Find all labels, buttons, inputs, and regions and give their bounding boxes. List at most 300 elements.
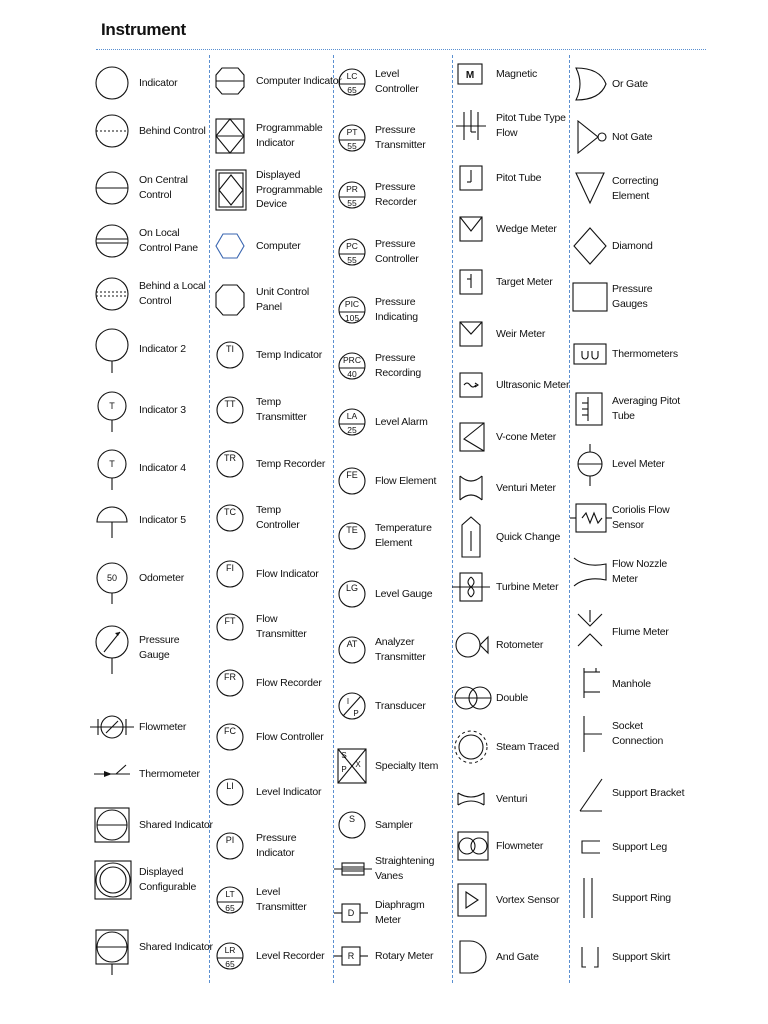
symbol-label: Manhole [612,677,651,690]
symbol-temp-recorder [216,440,325,488]
symbol-label: Straightening Vanes [375,855,435,882]
displayed-programmable-device-icon [216,166,246,214]
symbol-and-gate [456,933,539,981]
symbol-label: V-cone Meter [496,430,557,443]
symbol-label: Computer [256,239,301,252]
weir-meter-icon [456,310,486,358]
symbol-label: Transducer [375,699,426,712]
svg-text:M: M [465,70,475,81]
symbol-flume-meter [572,608,669,656]
symbol-level-meter [572,440,665,488]
symbol-flow-recorder [216,659,322,707]
symbol-level-recorder [216,932,324,980]
symbol-support-ring [572,874,671,922]
symbol-label: Programmable Indicator [256,122,323,149]
symbol-label: Pressure Transmitter [375,124,426,151]
symbol-correcting-element [572,165,658,213]
on-central-control-icon [94,164,136,212]
symbol-unit-control-panel [216,276,309,324]
flow-controller-icon [216,713,246,761]
programmable-indicator-icon [216,112,246,160]
svg-text:50: 50 [106,573,118,583]
symbol-thermometer [94,750,200,798]
computer-icon [216,222,246,270]
not-gate-icon [572,113,606,161]
symbol-wedge-meter [456,205,557,253]
symbol-label: Analyzer Transmitter [375,636,426,663]
rotometer-icon [456,621,486,669]
symbol-label: Magnetic [496,67,538,80]
symbol-temp-indicator [216,331,322,379]
symbol-label: And Gate [496,950,539,963]
symbol-label: Target Meter [496,275,553,288]
temp-recorder-icon [216,440,246,488]
symbol-label: Averaging Pitot Tube [612,395,681,422]
on-local-control-pane-icon [94,217,136,265]
displayed-configurable-icon [94,856,136,904]
symbol-label: Temp Indicator [256,348,323,361]
symbol-label: Temp Transmitter [256,396,307,423]
title-divider [96,49,706,50]
symbol-thermometers [572,330,678,378]
symbol-on-local-control-pane [94,217,198,265]
temp-transmitter-icon [216,386,246,434]
symbol-shared-indicator [94,801,213,849]
symbol-behind-control [94,107,206,155]
symbol-label: Displayed Configurable [139,866,197,893]
symbol-label: Pitot Tube [496,171,542,184]
svg-text:PR: PR [346,184,358,194]
symbol-indicator [94,59,177,107]
indicator-2-icon [94,325,136,373]
svg-text:FI: FI [226,563,234,573]
symbol-indicator-2 [94,325,186,373]
svg-text:65: 65 [347,85,357,95]
sampler-icon [338,801,366,849]
symbol-label: Behind Control [139,124,206,137]
symbol-label: Specialty Item [375,759,439,772]
averaging-pitot-tube-icon [572,385,606,433]
level-gauge-icon [338,570,366,618]
computer-indicator-icon [216,57,246,105]
symbol-level-indicator [216,768,321,816]
or-gate-icon [572,60,606,108]
pressure-indicating-icon [338,286,366,334]
diamond-icon [572,222,606,270]
svg-text:D: D [347,908,355,918]
coriolis-flow-sensor-icon [572,494,606,542]
svg-text:55: 55 [347,198,357,208]
svg-text:FR: FR [224,672,236,682]
symbol-support-skirt [572,933,670,981]
symbol-flow-nozzle-meter [572,548,667,596]
support-ring-icon [572,874,606,922]
symbol-straightening-vanes [338,845,434,893]
symbol-manhole [572,660,651,708]
svg-text:LT: LT [225,889,235,899]
symbol-label: Level Transmitter [256,886,307,913]
indicator-icon [94,59,136,107]
svg-text:S: S [341,751,347,760]
symbol-target-meter [456,258,553,306]
symbol-on-central-control [94,164,188,212]
support-skirt-icon [572,933,606,981]
symbol-indicator-5 [94,496,186,544]
svg-text:FT: FT [224,616,236,626]
symbol-ultrasonic-meter [456,361,569,409]
symbol-label: Indicator [139,76,178,89]
svg-text:LA: LA [346,411,358,421]
turbine-meter-icon [456,563,486,611]
symbol-label: Steam Traced [496,740,559,753]
symbol-flow-transmitter [216,603,307,651]
svg-text:PC: PC [346,241,358,251]
symbol-label: Flowmeter [496,839,544,852]
symbol-label: Flow Indicator [256,567,319,580]
svg-text:LI: LI [226,781,234,791]
svg-text:65: 65 [225,959,235,969]
symbol-level-controller [338,58,419,106]
symbol-venturi [456,775,527,823]
symbol-label: Correcting Element [612,175,659,202]
symbol-label: Flow Controller [256,730,324,743]
symbol-not-gate [572,113,652,161]
symbol-label: Pressure Recording [375,352,422,379]
symbol-label: Unit Control Panel [256,286,310,313]
svg-text:40: 40 [347,369,357,379]
support-leg-icon [572,823,606,871]
symbol-label: Computer Indicator [256,74,342,87]
symbol-temp-transmitter [216,386,307,434]
symbol-label: Not Gate [612,130,653,143]
symbol-label: Flow Recorder [256,676,322,689]
symbol-label: Flow Nozzle Meter [612,558,667,585]
socket-connection-icon [572,710,606,758]
symbol-indicator-4 [94,444,186,492]
symbol-label: Support Leg [612,840,668,853]
svg-text:PI: PI [225,835,235,845]
pressure-indicator-icon [216,822,246,870]
symbol-label: Indicator 5 [139,513,186,526]
level-controller-icon [338,58,366,106]
symbol-pitot-tube-type-flow [456,102,566,150]
quick-change-icon [456,513,486,561]
svg-text:PRC: PRC [343,355,361,365]
svg-text:P: P [341,765,347,774]
svg-text:65: 65 [225,903,235,913]
symbol-temperature-element [338,512,432,560]
svg-text:FC: FC [224,726,236,736]
flow-recorder-icon [216,659,246,707]
symbol-label: Level Alarm [375,415,428,428]
symbol-label: Venturi [496,792,528,805]
vortex-sensor-icon [456,876,486,924]
svg-text:AT: AT [346,639,358,649]
pressure-transmitter-icon [338,114,366,162]
symbol-label: Flume Meter [612,625,669,638]
svg-text:TE: TE [346,525,358,535]
symbol-transducer [338,682,426,730]
svg-text:S: S [348,814,356,824]
svg-text:X: X [355,760,361,769]
symbol-flow-element [338,457,436,505]
symbol-diaphragm-meter [338,889,425,937]
symbol-label: Level Controller [375,68,419,95]
symbol-label: Flowmeter [139,720,187,733]
symbol-odometer [94,554,184,602]
pressure-gauges-icon [572,273,606,321]
symbol-label: Rotometer [496,638,544,651]
thermometer-icon [94,750,136,798]
symbol-temp-controller [216,494,300,542]
diaphragm-meter-icon [338,889,366,937]
svg-text:PIC: PIC [344,299,360,309]
symbol-label: Indicator 3 [139,403,186,416]
svg-text:55: 55 [347,141,357,151]
flow-transmitter-icon [216,603,246,651]
correcting-element-icon [572,165,606,213]
svg-text:TT: TT [224,399,236,409]
symbol-label: Pressure Indicating [375,296,418,323]
symbol-shared-indicator-2 [94,923,213,971]
flowmeter-2-icon [456,822,486,870]
symbol-indicator-3 [94,386,186,434]
level-indicator-icon [216,768,246,816]
level-meter-icon [572,440,606,488]
symbol-label: Pressure Recorder [375,181,417,208]
symbol-label: Pressure Indicator [256,832,297,859]
symbol-label: Odometer [139,571,185,584]
symbol-rotometer [456,621,543,669]
symbol-pressure-recorder [338,171,417,219]
symbol-label: Temp Controller [256,504,300,531]
flowmeter-icon [94,703,136,751]
symbol-label: Behind a Local Control [139,280,206,307]
symbol-pressure-indicating [338,286,418,334]
symbol-label: Diamond [612,239,653,252]
indicator-5-icon [94,496,136,544]
symbol-label: Weir Meter [496,327,546,340]
svg-text:25: 25 [347,425,357,435]
symbol-label: Ultrasonic Meter [496,378,570,391]
symbol-coriolis-flow-sensor [572,494,670,542]
svg-text:105: 105 [344,313,360,323]
pressure-gauge-icon [94,624,136,672]
column-divider [333,55,334,983]
manhole-icon [572,660,606,708]
symbol-pitot-tube [456,154,541,202]
symbol-label: Level Meter [612,457,665,470]
symbol-socket-connection [572,710,663,758]
symbol-double [456,674,528,722]
odometer-icon [94,554,136,602]
svg-text:PT: PT [346,127,358,137]
venturi-icon [456,775,486,823]
level-alarm-icon [338,398,366,446]
pitot-tube-icon [456,154,486,202]
unit-control-panel-icon [216,276,246,324]
symbol-steam-traced [456,723,559,771]
symbol-displayed-programmable-device [216,166,322,214]
symbol-level-alarm [338,398,428,446]
symbol-label: Coriolis Flow Sensor [612,504,670,531]
double-icon [456,674,486,722]
temp-controller-icon [216,494,246,542]
symbol-pressure-gauges [572,273,652,321]
symbol-weir-meter [456,310,545,358]
straightening-vanes-icon [338,845,366,893]
level-transmitter-icon [216,876,246,924]
symbol-averaging-pitot-tube [572,385,680,433]
symbol-magnetic [456,50,537,98]
svg-text:LG: LG [345,583,359,593]
symbol-label: Shared Indicator [139,818,213,831]
symbol-label: Shared Indicator [139,940,213,953]
venturi-meter-icon [456,464,486,512]
symbol-label: Socket Connection [612,720,664,747]
indicator-4-icon [94,444,136,492]
svg-text:TR: TR [224,453,236,463]
symbol-turbine-meter [456,563,558,611]
symbol-support-leg [572,823,667,871]
symbol-label: Rotary Meter [375,949,434,962]
thermometers-icon [572,330,606,378]
indicator-3-icon [94,386,136,434]
symbol-label: Or Gate [612,77,648,90]
pitot-tube-type-flow-icon [456,102,486,150]
symbol-venturi-meter [456,464,556,512]
svg-text:55: 55 [347,255,357,265]
symbol-diamond [572,222,653,270]
symbol-sampler [338,801,413,849]
target-meter-icon [456,258,486,306]
symbol-level-transmitter [216,876,307,924]
symbol-pressure-recording [338,342,421,390]
ultrasonic-meter-icon [456,361,486,409]
symbol-support-bracket [572,769,684,817]
level-recorder-icon [216,932,246,980]
symbol-analyzer-transmitter [338,626,426,674]
symbol-or-gate [572,60,648,108]
column-divider [569,55,570,983]
symbol-label: Pitot Tube Type Flow [496,112,566,139]
symbol-label: Pressure Gauge [139,634,180,661]
pressure-recording-icon [338,342,366,390]
symbol-rotary-meter [338,932,433,980]
flow-indicator-icon [216,550,246,598]
symbol-label: Diaphragm Meter [375,899,425,926]
symbol-vortex-sensor [456,876,559,924]
symbol-label: Thermometers [612,347,678,360]
pressure-controller-icon [338,228,366,276]
pressure-recorder-icon [338,171,366,219]
symbol-label: Quick Change [496,530,561,543]
symbol-flowmeter [94,703,186,751]
svg-text:I: I [346,697,350,706]
symbol-label: Level Gauge [375,587,433,600]
symbol-label: Indicator 2 [139,342,186,355]
svg-text:T: T [109,401,115,411]
svg-text:P: P [353,709,359,718]
symbol-level-gauge [338,570,432,618]
svg-text:TI: TI [226,344,234,354]
symbol-label: Level Recorder [256,949,325,962]
symbol-pressure-controller [338,228,419,276]
transducer-icon [338,682,366,730]
temp-indicator-icon [216,331,246,379]
behind-control-icon [94,107,136,155]
rotary-meter-icon [338,932,366,980]
symbol-programmable-indicator [216,112,322,160]
magnetic-icon [456,50,486,98]
svg-text:TC: TC [224,507,236,517]
symbol-flow-indicator [216,550,319,598]
specialty-item-icon [338,742,366,790]
symbol-quick-change [456,513,560,561]
svg-text:LC: LC [346,71,358,81]
symbol-label: Temp Recorder [256,457,326,470]
symbol-behind-local-control [94,270,206,318]
svg-text:LR: LR [224,945,236,955]
symbol-label: Level Indicator [256,785,322,798]
symbol-v-cone-meter [456,413,556,461]
symbol-label: Double [496,691,529,704]
symbol-label: Displayed Programmable Device [256,168,323,211]
analyzer-transmitter-icon [338,626,366,674]
flow-element-icon [338,457,366,505]
behind-local-control-icon [94,270,136,318]
flow-nozzle-meter-icon [572,548,606,596]
flume-meter-icon [572,608,606,656]
symbol-label: Flow Transmitter [256,613,307,640]
symbol-computer-indicator [216,57,342,105]
symbol-flowmeter-2 [456,822,543,870]
symbol-flow-controller [216,713,324,761]
symbol-label: Pressure Controller [375,238,419,265]
svg-text:T: T [109,459,115,469]
symbol-displayed-configurable [94,856,196,904]
symbol-pressure-transmitter [338,114,426,162]
symbol-computer [216,222,301,270]
symbol-specialty-item [338,742,438,790]
symbol-label: Pressure Gauges [612,283,653,310]
svg-text:R: R [347,951,355,961]
symbol-label: Support Bracket [612,786,685,799]
symbol-label: Turbine Meter [496,580,559,593]
symbol-label: Thermometer [139,767,200,780]
symbol-label: Flow Element [375,474,437,487]
symbol-label: Support Ring [612,891,671,904]
support-bracket-icon [572,769,606,817]
symbol-label: On Local Control Pane [139,227,198,254]
symbol-label: On Central Control [139,174,188,201]
and-gate-icon [456,933,486,981]
shared-indicator-icon [94,801,136,849]
symbol-label: Vortex Sensor [496,893,560,906]
steam-traced-icon [456,723,486,771]
svg-text:FE: FE [346,470,358,480]
shared-indicator-2-icon [94,923,136,971]
column-divider [452,55,453,983]
symbol-pressure-indicator [216,822,296,870]
symbol-label: Temperature Element [375,522,432,549]
symbol-pressure-gauge [94,624,179,672]
v-cone-meter-icon [456,413,486,461]
symbol-label: Sampler [375,818,413,831]
page-title: Instrument [101,20,186,39]
symbol-label: Wedge Meter [496,222,557,235]
symbol-label: Venturi Meter [496,481,556,494]
